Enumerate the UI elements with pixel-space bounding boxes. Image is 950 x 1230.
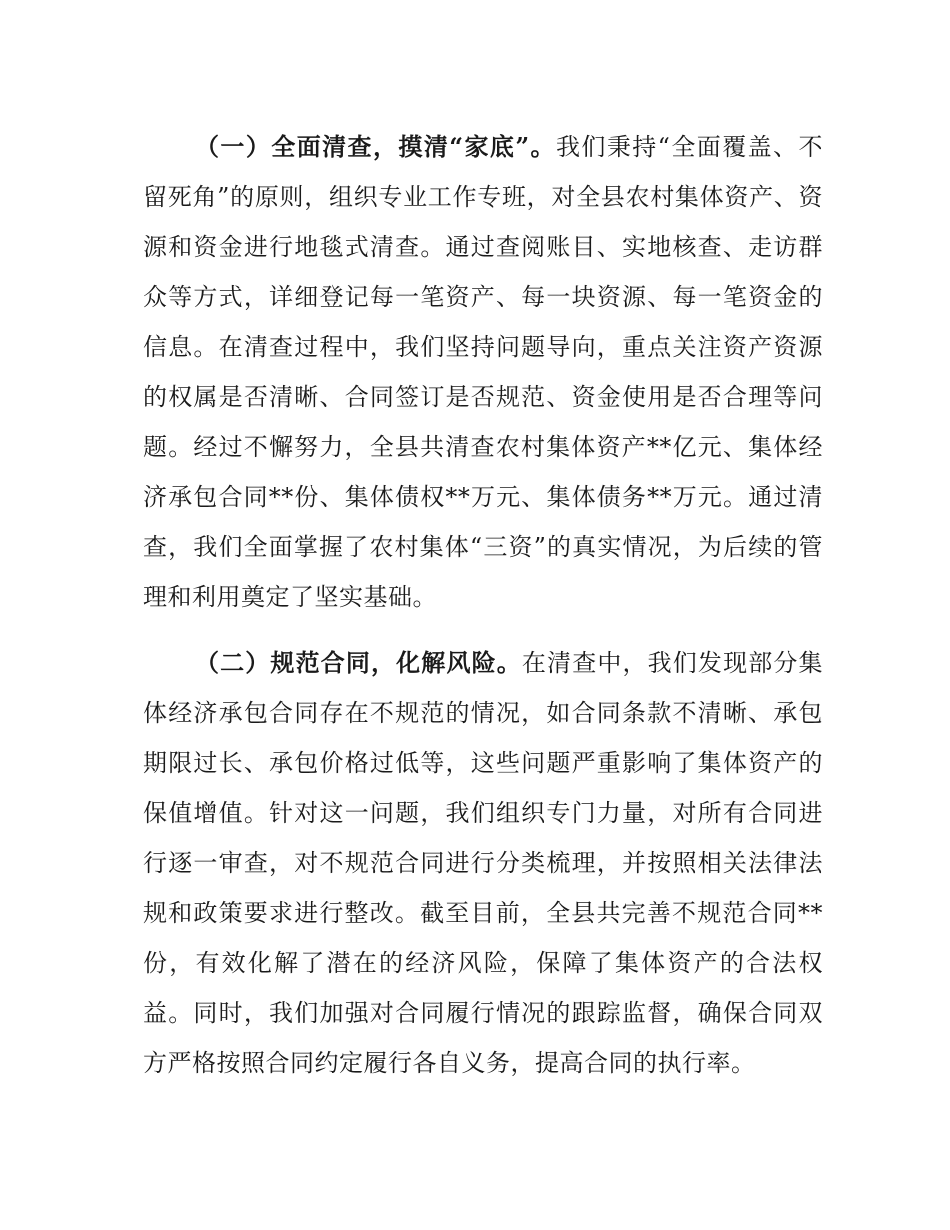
paragraph-2-heading: （二）规范合同，化解风险。	[195, 648, 522, 677]
paragraph-2-text: 在清查中，我们发现部分集体经济承包合同存在不规范的情况，如合同条款不清晰、承包期限过长、承包价格过低等，这些问题严重影响了集体资产的保值增值。针对这一问题，我们组织专门力量，对所有合同进行逐一审查，对不规范合同进行分类梳理，并按照相关法律法规和政策要求进行整改。截至目前，全县共完善不规范合同**份，有效化解了潜在的经济风险，保障了集体资产的合法权益。同时，我们加强对合同履行情况的跟踪监督，确保合同双方严格按照合同约定履行各自义务，提高合同的执行率。	[143, 649, 824, 1077]
paragraph-2	[143, 638, 823, 1088]
paragraph-1-heading: （一）全面清查，摸清“家底”。	[195, 132, 556, 161]
paragraph-1	[143, 122, 823, 622]
document-body	[143, 122, 823, 1104]
paragraph-1-text: 我们秉持“全面覆盖、不留死角”的原则，组织专业工作专班，对全县农村集体资产、资源和资金进行地毯式清查。通过查阅账目、实地核查、走访群众等方式，详细登记每一笔资产、每一块资源、每一笔资金的信息。在清查过程中，我们坚持问题导向，重点关注资产资源的权属是否清晰、合同签订是否规范、资金使用是否合理等问题。经过不懈努力，全县共清查农村集体资产**亿元、集体经济承包合同**份、集体债权**万元、集体债务**万元。通过清查，我们全面掌握了农村集体“三资”的真实情况，为后续的管理和利用奠定了坚实基础。	[143, 133, 823, 611]
